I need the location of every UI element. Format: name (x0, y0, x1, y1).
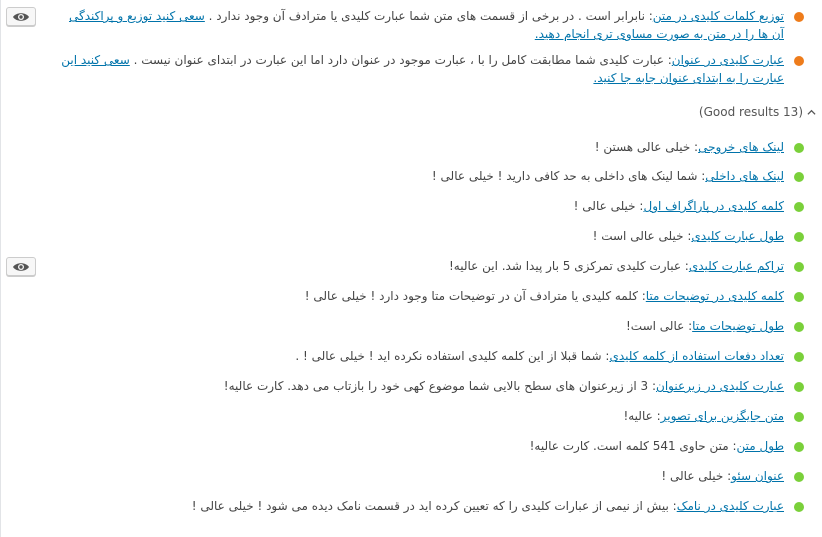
result-text (10, 287, 784, 305)
good-result-item (10, 227, 804, 245)
result-text (10, 407, 784, 425)
good-result-item (10, 377, 804, 395)
result-link[interactable]: کلمه کلیدی در توضیحات متا (645, 289, 784, 303)
good-result-item (10, 257, 804, 275)
result-message: : عالیه! (623, 409, 661, 423)
result-text (10, 497, 784, 515)
highlight-toggle-button[interactable] (6, 7, 36, 26)
result-text (10, 437, 784, 455)
keyphrase-distribution-link[interactable]: توزیع کلمات کلیدی در متن (652, 9, 784, 23)
orange-bullet-icon (794, 56, 804, 66)
good-result-item (10, 467, 804, 485)
good-result-item (10, 407, 804, 425)
keyphrase-in-title-link[interactable]: عبارت کلیدی در عنوان (671, 53, 784, 67)
result-message: : متن حاوی 541 کلمه است. کارت عالیه! (529, 439, 737, 453)
good-result-item (10, 138, 804, 156)
keyphrase-in-title-action-link[interactable]: سعی کنید این عبارت را به ابتدای عنوان جابه جا کنید. (61, 53, 784, 85)
green-bullet-icon (794, 232, 804, 242)
green-bullet-icon (794, 322, 804, 332)
result-message: : شما قبلا از این کلمه کلیدی استفاده نکرده اید ! خیلی عالی ! . (295, 349, 610, 363)
result-message: : خیلی عالی ! (573, 199, 644, 213)
green-bullet-icon (794, 502, 804, 512)
result-link[interactable]: طول متن (736, 439, 784, 453)
result-link[interactable]: تعداد دفعات استفاده از کلمه کلیدی (609, 349, 784, 363)
green-bullet-icon (794, 472, 804, 482)
result-link[interactable]: عنوان سئو (731, 469, 784, 483)
result-text (10, 197, 784, 215)
result-link[interactable]: عبارت کلیدی در نامک (676, 499, 784, 513)
result-message: : عالی است! (626, 319, 693, 333)
result-message: : خیلی عالی است ! (592, 229, 692, 243)
result-text (10, 138, 784, 156)
good-results-toggle[interactable] (699, 105, 816, 119)
result-message: : بیش از نیمی از عبارات کلیدی را که تعیین کرده اید در قسمت نامک دیده می شود ! خیلی عالی ! (191, 499, 677, 513)
green-bullet-icon (794, 352, 804, 362)
good-result-item (10, 287, 804, 305)
good-result-item (10, 347, 804, 365)
left-edge-divider (0, 0, 1, 537)
green-bullet-icon (794, 262, 804, 272)
result-text (10, 347, 784, 365)
result-link[interactable]: عبارت کلیدی در زیرعنوان (656, 379, 784, 393)
green-bullet-icon (794, 442, 804, 452)
result-text (10, 257, 784, 275)
green-bullet-icon (794, 292, 804, 302)
eye-icon (12, 11, 30, 23)
result-text (10, 7, 784, 43)
result-message: : نابرابر است . در برخی از قسمت های متن شما عبارت کلیدی یا مترادف آن وجود ندارد . (208, 9, 653, 23)
result-item-keyphrase-distribution (10, 7, 804, 43)
result-message: : عبارت کلیدی شما مطابقت کامل را با ، عبارت موجود در عنوان دارد اما این عبارت در ابتدای عنوان نیست . (133, 53, 672, 67)
good-result-item (10, 197, 804, 215)
green-bullet-icon (794, 412, 804, 422)
green-bullet-icon (794, 172, 804, 182)
result-text (10, 51, 784, 87)
result-link[interactable]: کلمه کلیدی در پاراگراف اول (643, 199, 784, 213)
good-result-item (10, 167, 804, 185)
result-text (10, 377, 784, 395)
result-item-keyphrase-in-title (10, 51, 804, 87)
green-bullet-icon (794, 143, 804, 153)
result-message: : 3 از زیرعنوان های سطح بالایی شما موضوع کهی خود را بازتاب می دهد. کارت عالیه! (223, 379, 656, 393)
result-link[interactable]: متن جایگزین برای تصویر (660, 409, 784, 423)
good-result-item (10, 317, 804, 335)
good-result-item (10, 497, 804, 515)
result-message: : خیلی عالی ! (661, 469, 732, 483)
result-link[interactable]: طول توضیحات متا (692, 319, 784, 333)
result-message: : عبارت کلیدی تمرکزی 5 بار پیدا شد. این عالیه! (448, 259, 689, 273)
good-results-label: (Good results 13) (698, 105, 803, 119)
result-text (10, 467, 784, 485)
green-bullet-icon (794, 202, 804, 212)
result-link[interactable]: لینک های خروجی (698, 140, 784, 154)
chevron-up-icon (807, 108, 816, 117)
result-text (10, 167, 784, 185)
result-text (10, 317, 784, 335)
result-message: : خیلی عالی هستن ! (594, 140, 699, 154)
result-link[interactable]: تراکم عبارت کلیدی (688, 259, 784, 273)
result-link[interactable]: لینک های داخلی (705, 169, 784, 183)
green-bullet-icon (794, 382, 804, 392)
good-result-item (10, 437, 804, 455)
result-link[interactable]: طول عبارت کلیدی (691, 229, 784, 243)
keyphrase-distribution-action-link[interactable]: سعی کنید توزیع و پراکندگی آن ها را در متن به صورت مساوی تری انجام دهید. (68, 9, 784, 41)
result-text (10, 227, 784, 245)
result-message: : کلمه کلیدی یا مترادف آن در توضیحات متا وجود دارد ! خیلی عالی ! (304, 289, 646, 303)
result-message: : شما لینک های داخلی به حد کافی دارید ! خیلی عالی ! (431, 169, 706, 183)
orange-bullet-icon (794, 12, 804, 22)
